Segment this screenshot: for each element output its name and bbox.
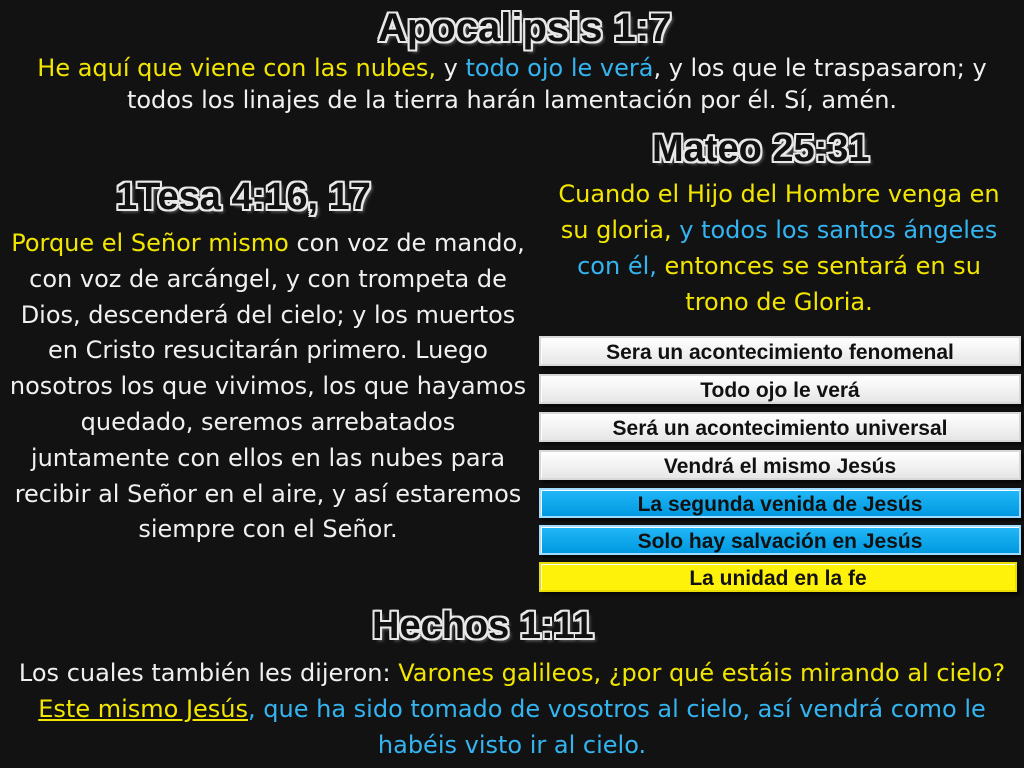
point-item: Sera un acontecimiento fenomenal [539,336,1021,366]
verse-hechos-part-2: Varones galileos, ¿por qué estáis mirando al cielo? [398,659,1006,687]
verse-tesalonicenses [8,226,528,548]
verse-tesalonicenses-part-2: con voz de mando, con voz de arcángel, y con trompeta de Dios, descenderá del cielo; y los muertos en Cristo resucitarán primero. Luego nosotros los que vivimos, los que hayamos quedado, seremos arrebatados juntamente con ellos en las nubes para recibir al Señor en el aire, y así estaremos siempre con el Señor. [9,229,527,544]
point-item: Será un acontecimiento universal [539,412,1021,442]
verse-apocalipsis-part-3: todo ojo le verá [465,54,654,82]
verse-mateo-part-1: Cuando el Hijo del Hombre venga en su gloria, [558,180,1000,244]
verse-apocalipsis-part-2: y [436,54,466,82]
verse-apocalipsis-part-1: He aquí que viene con las nubes, [37,54,437,82]
heading-apocalipsis: Apocalipsis 1:7 [378,6,672,50]
point-item: Solo hay salvación en Jesús [539,525,1021,555]
verse-hechos-part-4: Este mismo Jesús [38,695,249,723]
heading-mateo: Mateo 25:31 [652,128,870,170]
verse-mateo [546,176,1012,320]
verse-apocalipsis [8,52,1016,116]
point-item: Vendrá el mismo Jesús [539,450,1021,480]
point-item: La segunda venida de Jesús [539,488,1021,518]
verse-mateo-part-2: y todos los santos ángeles con él, [577,216,998,280]
verse-hechos-part-5: , que ha sido tomado de vosotros al cielo, [248,695,750,723]
verse-mateo-part-3: entonces se sentará en su trono de Gloria. [656,252,981,316]
heading-hechos: Hechos 1:11 [372,605,594,647]
point-item: La unidad en la fe [539,562,1017,592]
verse-hechos-part-6: así vendrá como le habéis visto ir al cielo. [377,695,986,759]
verse-hechos-part-1: Los cuales también les dijeron: [18,659,399,687]
point-item: Todo ojo le verá [539,374,1021,404]
heading-tesalonicenses: 1Tesa 4:16, 17 [116,176,371,218]
verse-tesalonicenses-part-1: Porque el Señor mismo [11,229,289,257]
verse-apocalipsis-part-4: , y los que le traspasaron; y todos los linajes de la tierra harán lamentación por él. Sí, amén. [126,54,987,114]
verse-hechos [8,655,1016,763]
